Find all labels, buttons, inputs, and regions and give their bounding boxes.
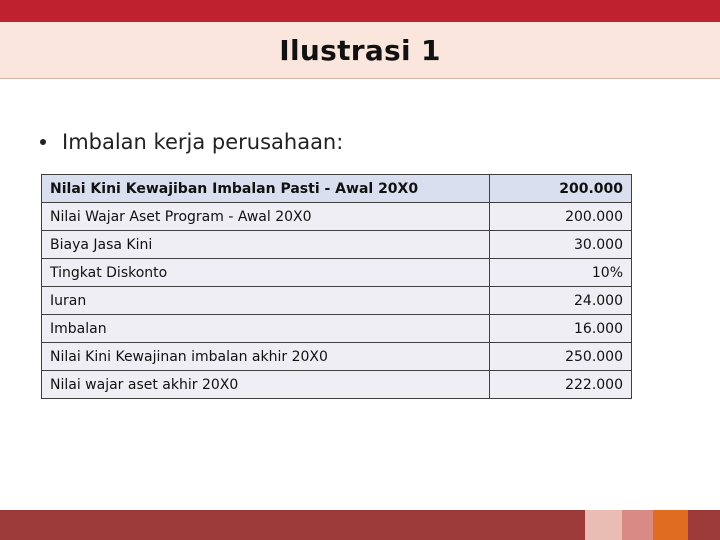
table-row	[42, 315, 632, 343]
row-label: Tingkat Diskonto	[42, 259, 490, 287]
bottom-bar-mid-segment	[622, 510, 653, 540]
table-row	[42, 371, 632, 399]
bottom-bar-orange-segment	[653, 510, 688, 540]
row-value: 16.000	[490, 315, 632, 343]
bullet-text: Imbalan kerja perusahaan:	[62, 130, 344, 154]
row-value: 10%	[490, 259, 632, 287]
row-value: 200.000	[490, 203, 632, 231]
table-row	[42, 343, 632, 371]
row-label: Iuran	[42, 287, 490, 315]
row-label: Nilai Kini Kewajiban Imbalan Pasti - Awal 20X0	[42, 175, 490, 203]
bullet-point	[40, 130, 343, 154]
title-band	[0, 22, 720, 79]
table-row	[42, 175, 632, 203]
row-value: 30.000	[490, 231, 632, 259]
row-label: Biaya Jasa Kini	[42, 231, 490, 259]
row-value: 250.000	[490, 343, 632, 371]
row-value: 200.000	[490, 175, 632, 203]
row-value: 222.000	[490, 371, 632, 399]
benefit-table	[41, 174, 632, 399]
table-row	[42, 203, 632, 231]
table-row	[42, 287, 632, 315]
row-label: Nilai Wajar Aset Program - Awal 20X0	[42, 203, 490, 231]
bottom-bar-dark-segment	[0, 510, 585, 540]
table-row	[42, 259, 632, 287]
bottom-decor-bar	[0, 510, 720, 540]
top-accent-bar	[0, 0, 720, 22]
table-row	[42, 231, 632, 259]
row-label: Nilai Kini Kewajinan imbalan akhir 20X0	[42, 343, 490, 371]
row-label: Imbalan	[42, 315, 490, 343]
bullet-dot-icon	[40, 139, 46, 145]
bottom-bar-end-segment	[688, 510, 720, 540]
bottom-bar-light-segment	[585, 510, 622, 540]
row-label: Nilai wajar aset akhir 20X0	[42, 371, 490, 399]
row-value: 24.000	[490, 287, 632, 315]
slide-title: Ilustrasi 1	[279, 33, 441, 67]
